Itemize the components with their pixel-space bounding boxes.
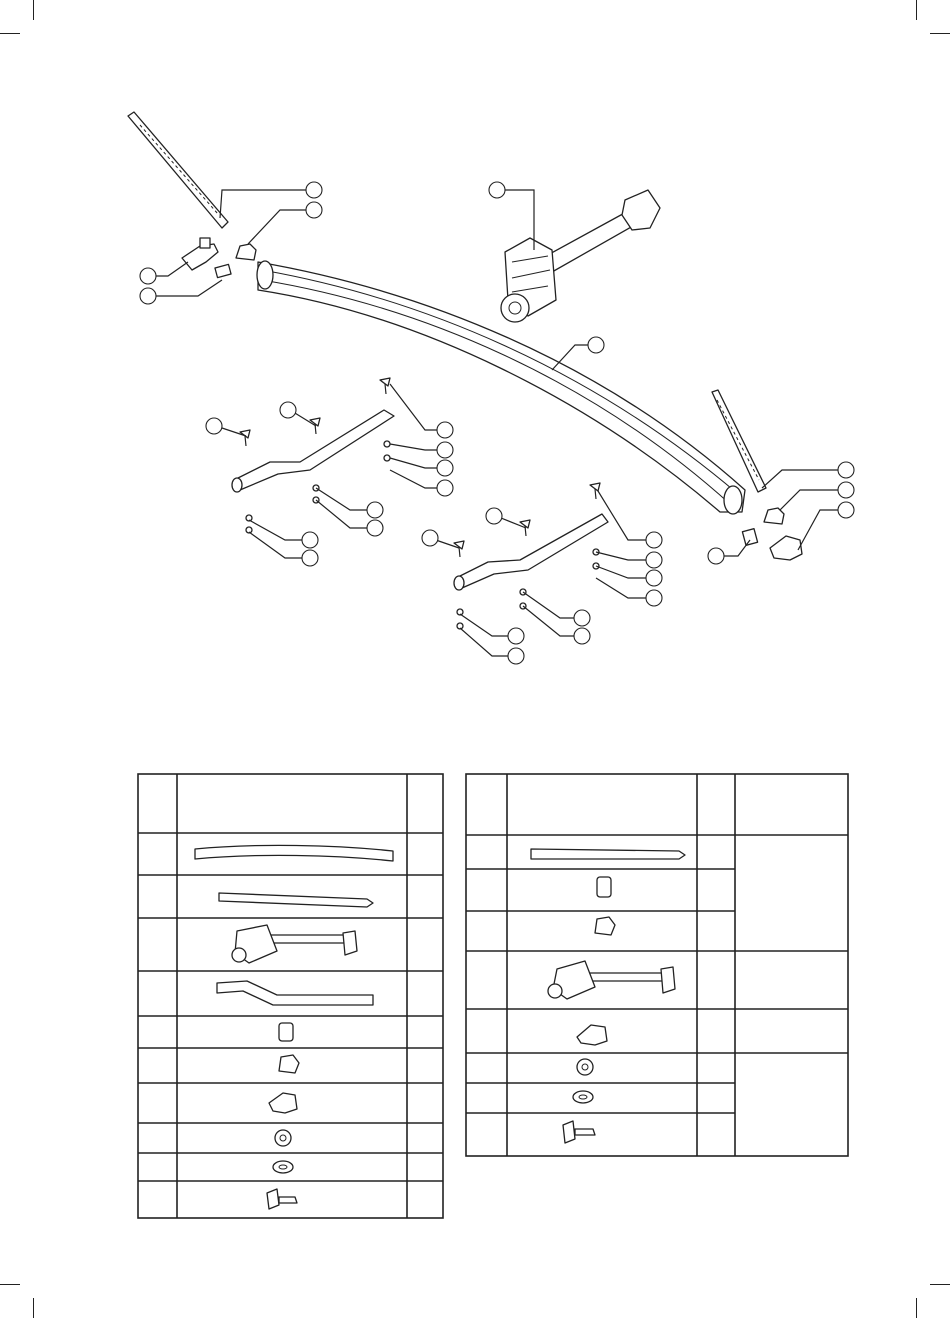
callout bbox=[646, 552, 662, 568]
callout bbox=[437, 460, 453, 476]
parts-table-left bbox=[137, 773, 447, 1223]
callout bbox=[646, 570, 662, 586]
callout bbox=[437, 480, 453, 496]
strap-cap-icon bbox=[595, 917, 615, 935]
crop-mark-bottom-right-h bbox=[930, 1284, 950, 1285]
bolt-icon bbox=[563, 1121, 595, 1143]
callout bbox=[646, 532, 662, 548]
callout bbox=[302, 532, 318, 548]
callout bbox=[838, 462, 854, 478]
callout bbox=[708, 548, 724, 564]
bolt-c bbox=[380, 378, 390, 394]
main-rail bbox=[257, 261, 745, 514]
rubber-pad-icon bbox=[597, 877, 611, 897]
frame-holder-icon bbox=[548, 961, 675, 999]
callout bbox=[367, 520, 383, 536]
strap-icon bbox=[531, 849, 685, 859]
callout bbox=[574, 628, 590, 644]
callout bbox=[508, 648, 524, 664]
callout bbox=[646, 590, 662, 606]
cross-arm-2 bbox=[454, 514, 608, 590]
clamp-base-right bbox=[770, 536, 802, 560]
clamp-icon bbox=[577, 1025, 607, 1045]
callout bbox=[140, 288, 156, 304]
strap-cap-left bbox=[236, 244, 256, 260]
callout bbox=[280, 402, 296, 418]
strap-left bbox=[128, 112, 228, 228]
nut-icon bbox=[577, 1059, 593, 1075]
callout bbox=[367, 502, 383, 518]
frame-holder bbox=[501, 190, 660, 322]
rubber-pad-icon bbox=[279, 1023, 293, 1041]
callout bbox=[306, 182, 322, 198]
rubber-pad-right bbox=[742, 529, 757, 546]
callout bbox=[306, 202, 322, 218]
callout bbox=[140, 268, 156, 284]
callout bbox=[489, 182, 505, 198]
strap-icon bbox=[219, 893, 373, 907]
callout bbox=[302, 550, 318, 566]
callout bbox=[508, 628, 524, 644]
strap-cap-icon bbox=[279, 1055, 299, 1073]
bolt-a bbox=[240, 430, 250, 446]
crop-mark-bottom-left-v bbox=[33, 1298, 34, 1318]
callout bbox=[486, 508, 502, 524]
callout bbox=[437, 422, 453, 438]
callout bbox=[437, 442, 453, 458]
crop-mark-bottom-right-v bbox=[916, 1298, 917, 1318]
callout bbox=[588, 337, 604, 353]
callout bbox=[838, 502, 854, 518]
parts-table-right bbox=[465, 773, 851, 1161]
callout bbox=[206, 418, 222, 434]
clamp-base-left bbox=[182, 238, 218, 270]
callout bbox=[422, 530, 438, 546]
callout bbox=[574, 610, 590, 626]
washer-icon bbox=[573, 1091, 593, 1103]
bolt-icon bbox=[267, 1189, 297, 1209]
crop-mark-bottom-left-h bbox=[0, 1284, 20, 1285]
rubber-pad-left bbox=[215, 264, 231, 277]
cross-arm-icon bbox=[217, 981, 373, 1005]
frame-holder-icon bbox=[232, 925, 357, 963]
bolt-d bbox=[454, 541, 464, 557]
nut-icon bbox=[275, 1130, 291, 1146]
clamp-icon bbox=[269, 1093, 297, 1113]
callout bbox=[838, 482, 854, 498]
strap-cap-right bbox=[764, 508, 784, 524]
washer-icon bbox=[273, 1161, 293, 1173]
rail-icon bbox=[195, 845, 393, 861]
